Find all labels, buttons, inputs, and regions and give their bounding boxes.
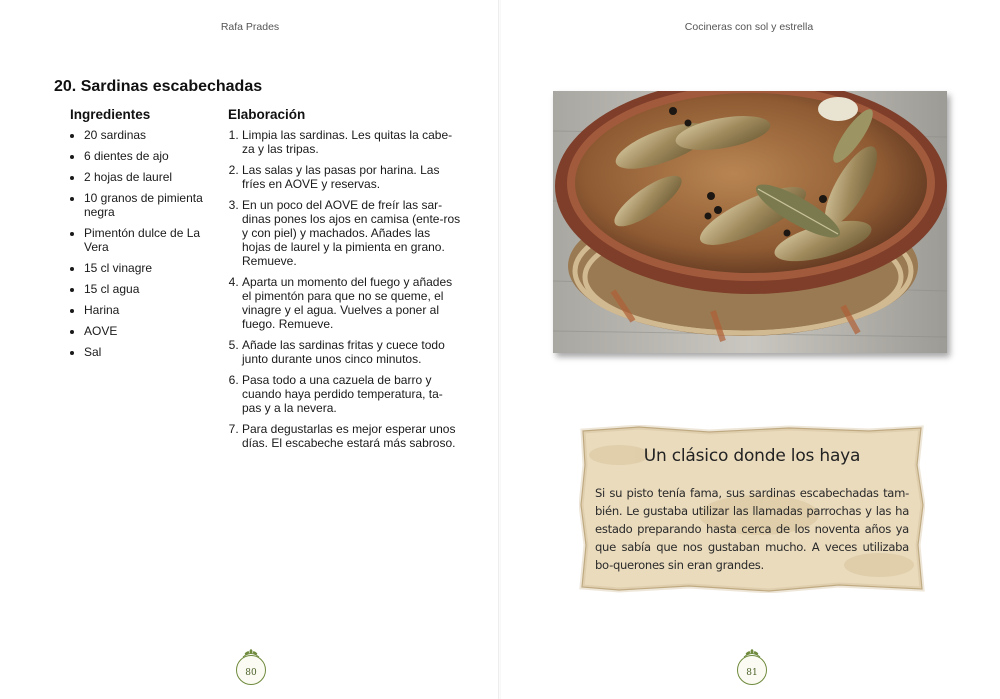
left-page	[0, 0, 499, 699]
step-item: 2. Las salas y las pasas por harina. Las fríes en AOVE y reservas.	[242, 163, 462, 191]
olive-sprig-icon	[241, 649, 261, 659]
note-title: Un clásico donde los haya	[643, 446, 861, 466]
ingredient-item: • 15 cl agua	[84, 282, 224, 296]
recipe-title: 20. Sardinas escabechadas	[54, 78, 263, 95]
step-item: 5. Añade las sardinas fritas y cuece todo junto durante unos cinco minutos.	[242, 338, 462, 366]
page-number: 80	[245, 668, 257, 678]
right-page	[501, 0, 1000, 699]
ingredients-heading: Ingredientes	[70, 107, 151, 122]
ingredient-item: • 15 cl vinagre	[84, 261, 224, 275]
note-text: Si su pisto tenía fama, sus sardinas escabechadas tam-bién. Le gustaba utilizar las llamadas parrochas y las ha estado preparando hasta cerca de los noventa años ya que sabía que nos gustaban mucho. A veces utilizaba bo-querones sin eran grandes.	[595, 486, 909, 572]
page-number: 81	[746, 668, 758, 678]
ingredient-item: • 6 dientes de ajo	[84, 149, 224, 163]
sardines-dish-photo	[553, 91, 947, 353]
ingredient-item: • Sal	[84, 345, 224, 359]
steps-heading: Elaboración	[228, 107, 306, 122]
ingredients-list	[70, 128, 224, 366]
ingredient-item: • 20 sardinas	[84, 128, 224, 142]
step-item: 1. Limpia las sardinas. Les quitas la cabe-za y las tripas.	[242, 128, 462, 156]
ingredient-item: • 10 granos de pimienta negra	[84, 191, 224, 219]
step-item: 3. En un poco del AOVE de freír las sar-dinas pones los ajos en camisa (ente-ros y con piel) y machados. Añades las hojas de laurel y la pimienta en grano. Remueve.	[242, 198, 462, 268]
page-number-badge-right	[737, 655, 767, 685]
step-item: 7. Para degustarlas es mejor esperar unos días. El escabeche estará más sabroso.	[242, 422, 462, 450]
step-item: 6. Pasa todo a una cazuela de barro y cuando haya perdido temperatura, ta-pas y a la nevera.	[242, 373, 462, 415]
running-head-author: Rafa Prades	[220, 21, 280, 33]
olive-sprig-icon	[742, 649, 762, 659]
ingredient-item: • AOVE	[84, 324, 224, 338]
running-head-title: Cocineras con sol y estrella	[684, 21, 814, 33]
anecdote-note	[579, 425, 925, 593]
photo-illustration	[553, 91, 947, 353]
ingredient-item: • 2 hojas de laurel	[84, 170, 224, 184]
ingredient-item: • Pimentón dulce de La Vera	[84, 226, 224, 254]
ingredient-item: • Harina	[84, 303, 224, 317]
step-item: 4. Aparta un momento del fuego y añades el pimentón para que no se queme, el vinagre y el agua. Vuelves a poner al fuego. Remueve.	[242, 275, 462, 331]
steps-list	[228, 128, 462, 457]
page-number-badge-left	[236, 655, 266, 685]
